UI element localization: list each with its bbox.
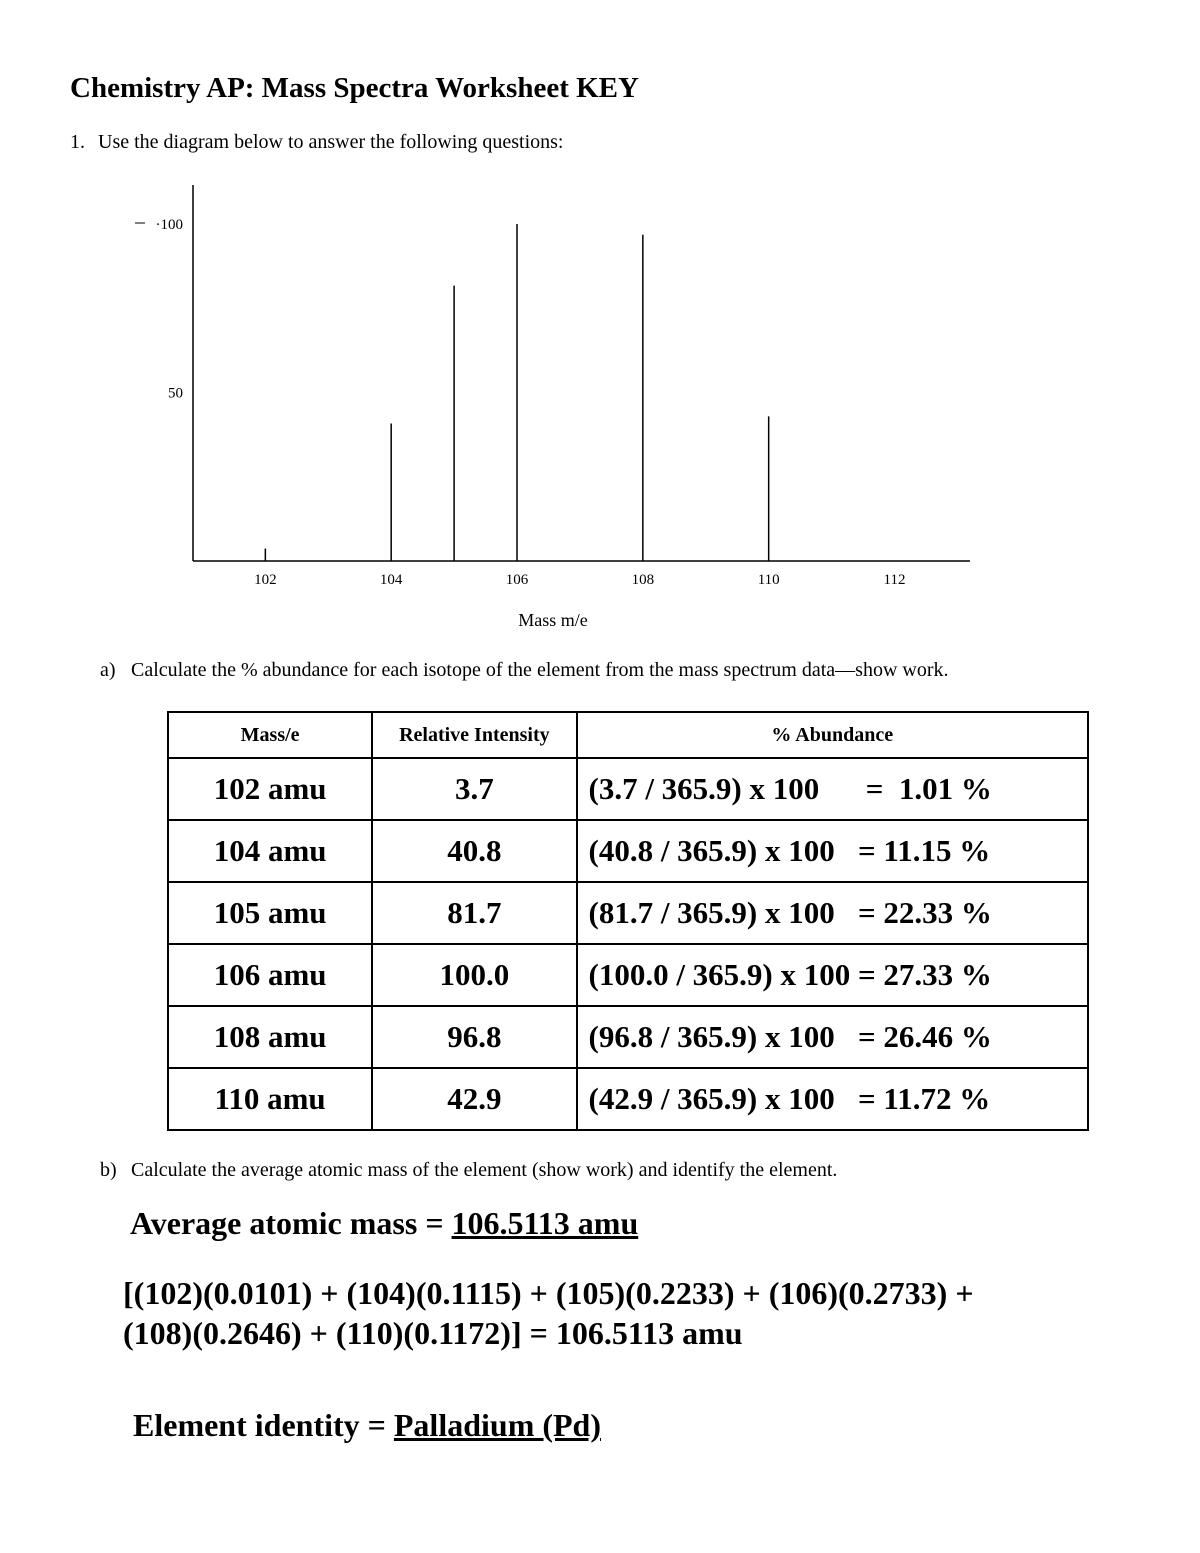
- table-row: [168, 1006, 1088, 1068]
- question-1-text: Use the diagram below to answer the following questions:: [98, 131, 564, 153]
- table-row: [168, 944, 1088, 1006]
- element-identity: [133, 1407, 601, 1444]
- abundance-table: [167, 711, 1089, 1131]
- cell-abundance: (42.9 / 365.9) x 100 = 11.72 %: [577, 1068, 1089, 1130]
- chart-labels: [156, 217, 906, 630]
- chart-bars: [265, 224, 768, 561]
- cell-abundance: (81.7 / 365.9) x 100 = 22.33 %: [577, 882, 1089, 944]
- cell-intensity: 42.9: [372, 1068, 576, 1130]
- x-tick-label-106: 106: [505, 572, 529, 588]
- cell-abundance: (3.7 / 365.9) x 100 = 1.01 %: [577, 758, 1089, 820]
- cell-abundance: (100.0 / 365.9) x 100 = 27.33 %: [577, 944, 1089, 1006]
- average-mass-calculation: [123, 1273, 1123, 1353]
- cell-intensity: 40.8: [372, 820, 576, 882]
- header-intensity: Relative Intensity: [372, 712, 576, 758]
- x-tick-label-112: 112: [883, 572, 906, 588]
- question-b-text: Calculate the average atomic mass of the element (show work) and identify the element.: [131, 1159, 838, 1181]
- x-tick-label-110: 110: [757, 572, 780, 588]
- x-axis-label: Mass m/e: [518, 610, 588, 630]
- cell-intensity: 81.7: [372, 882, 576, 944]
- calc-line-2: (108)(0.2646) + (110)(0.1172)] = 106.5113 amu: [123, 1315, 743, 1351]
- cell-abundance: (40.8 / 365.9) x 100 = 11.15 %: [577, 820, 1089, 882]
- calc-line-1: [(102)(0.0101) + (104)(0.1115) + (105)(0.2233) + (106)(0.2733) +: [123, 1275, 974, 1311]
- table-row: [168, 1068, 1088, 1130]
- y-tick-label-100: ·100: [155, 217, 183, 233]
- average-mass-value: 106.5113 amu: [451, 1205, 639, 1241]
- table-row: [168, 882, 1088, 944]
- cell-mass: 102 amu: [168, 758, 372, 820]
- question-b: [100, 1159, 837, 1182]
- question-1-number: 1.: [70, 131, 85, 153]
- cell-intensity: 100.0: [372, 944, 576, 1006]
- x-tick-label-104: 104: [379, 572, 403, 588]
- x-tick-label-108: 108: [631, 572, 655, 588]
- header-mass: Mass/e: [168, 712, 372, 758]
- cell-intensity: 3.7: [372, 758, 576, 820]
- cell-mass: 104 amu: [168, 820, 372, 882]
- element-label: Element identity =: [133, 1407, 394, 1443]
- table-header-row: [168, 712, 1088, 758]
- cell-intensity: 96.8: [372, 1006, 576, 1068]
- question-b-label: b): [100, 1159, 117, 1181]
- question-a-text: Calculate the % abundance for each isotope of the element from the mass spectrum data—show work.: [131, 659, 949, 681]
- table-row: [168, 758, 1088, 820]
- chart-axes: [135, 185, 970, 561]
- mass-spectrum-chart: [0, 0, 1200, 650]
- cell-abundance: (96.8 / 365.9) x 100 = 26.46 %: [577, 1006, 1089, 1068]
- question-a: [100, 659, 949, 682]
- question-a-label: a): [100, 659, 116, 681]
- table-row: [168, 820, 1088, 882]
- cell-mass: 106 amu: [168, 944, 372, 1006]
- page-title: Chemistry AP: Mass Spectra Worksheet KEY: [70, 72, 639, 104]
- cell-mass: 105 amu: [168, 882, 372, 944]
- cell-mass: 110 amu: [168, 1068, 372, 1130]
- cell-mass: 108 amu: [168, 1006, 372, 1068]
- y-tick-label-50: 50: [168, 385, 183, 402]
- average-mass-label: Average atomic mass =: [130, 1205, 452, 1241]
- x-tick-label-102: 102: [254, 572, 277, 588]
- average-atomic-mass: [130, 1205, 638, 1242]
- header-abundance: % Abundance: [577, 712, 1089, 758]
- element-value: Palladium (Pd): [393, 1407, 601, 1443]
